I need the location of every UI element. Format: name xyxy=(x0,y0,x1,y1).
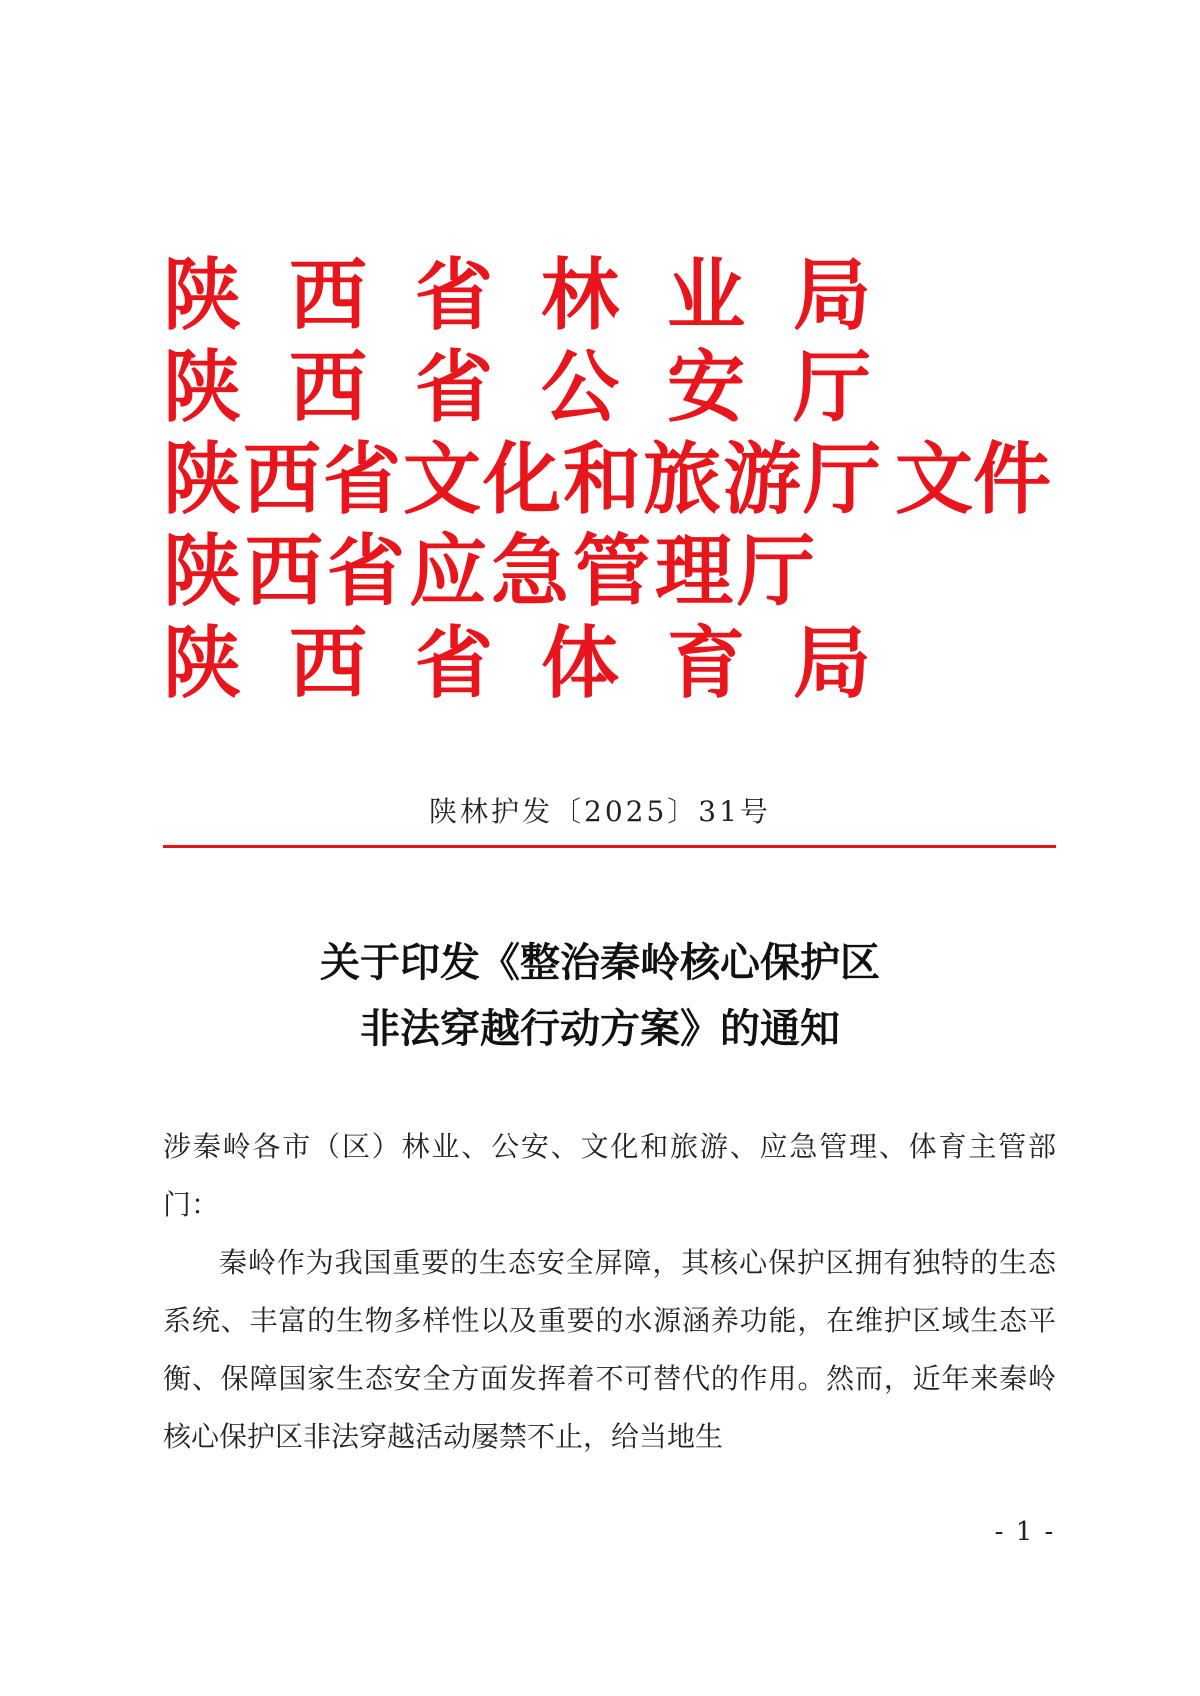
document-body xyxy=(163,1118,1056,1466)
issuer-sports: 陕西省体育局 xyxy=(163,618,920,709)
title-line-2: 非法穿越行动方案》的通知 xyxy=(360,1005,840,1052)
red-divider xyxy=(163,845,1056,848)
document-title xyxy=(0,930,1200,1062)
issuer-culture-tourism: 陕西省文化和旅游厅 xyxy=(163,434,884,525)
document-label: 文件 xyxy=(895,434,1052,525)
body-paragraph: 秦岭作为我国重要的生态安全屏障，其核心保护区拥有独特的生态系统、丰富的生物多样性以及重要的水源涵养功能，在维护区域生态平衡、保障国家生态安全方面发挥着不可替代的作用。然而，近年来秦岭核心保护区非法穿越活动屡禁不止，给当地生 xyxy=(163,1246,1056,1453)
issuer-public-security: 陕西省公安厅 xyxy=(163,342,920,433)
salutation: 涉秦岭各市（区）林业、公安、文化和旅游、应急管理、体育主管部门： xyxy=(163,1130,1056,1221)
issuer-emergency-management: 陕西省应急管理厅 xyxy=(163,526,820,617)
title-line-1: 关于印发《整治秦岭核心保护区 xyxy=(320,939,880,986)
issuer-forestry: 陕西省林业局 xyxy=(163,250,920,341)
document-number: 陕林护发〔2025〕31号 xyxy=(429,795,771,828)
page-number: - 1 - xyxy=(994,1517,1056,1547)
